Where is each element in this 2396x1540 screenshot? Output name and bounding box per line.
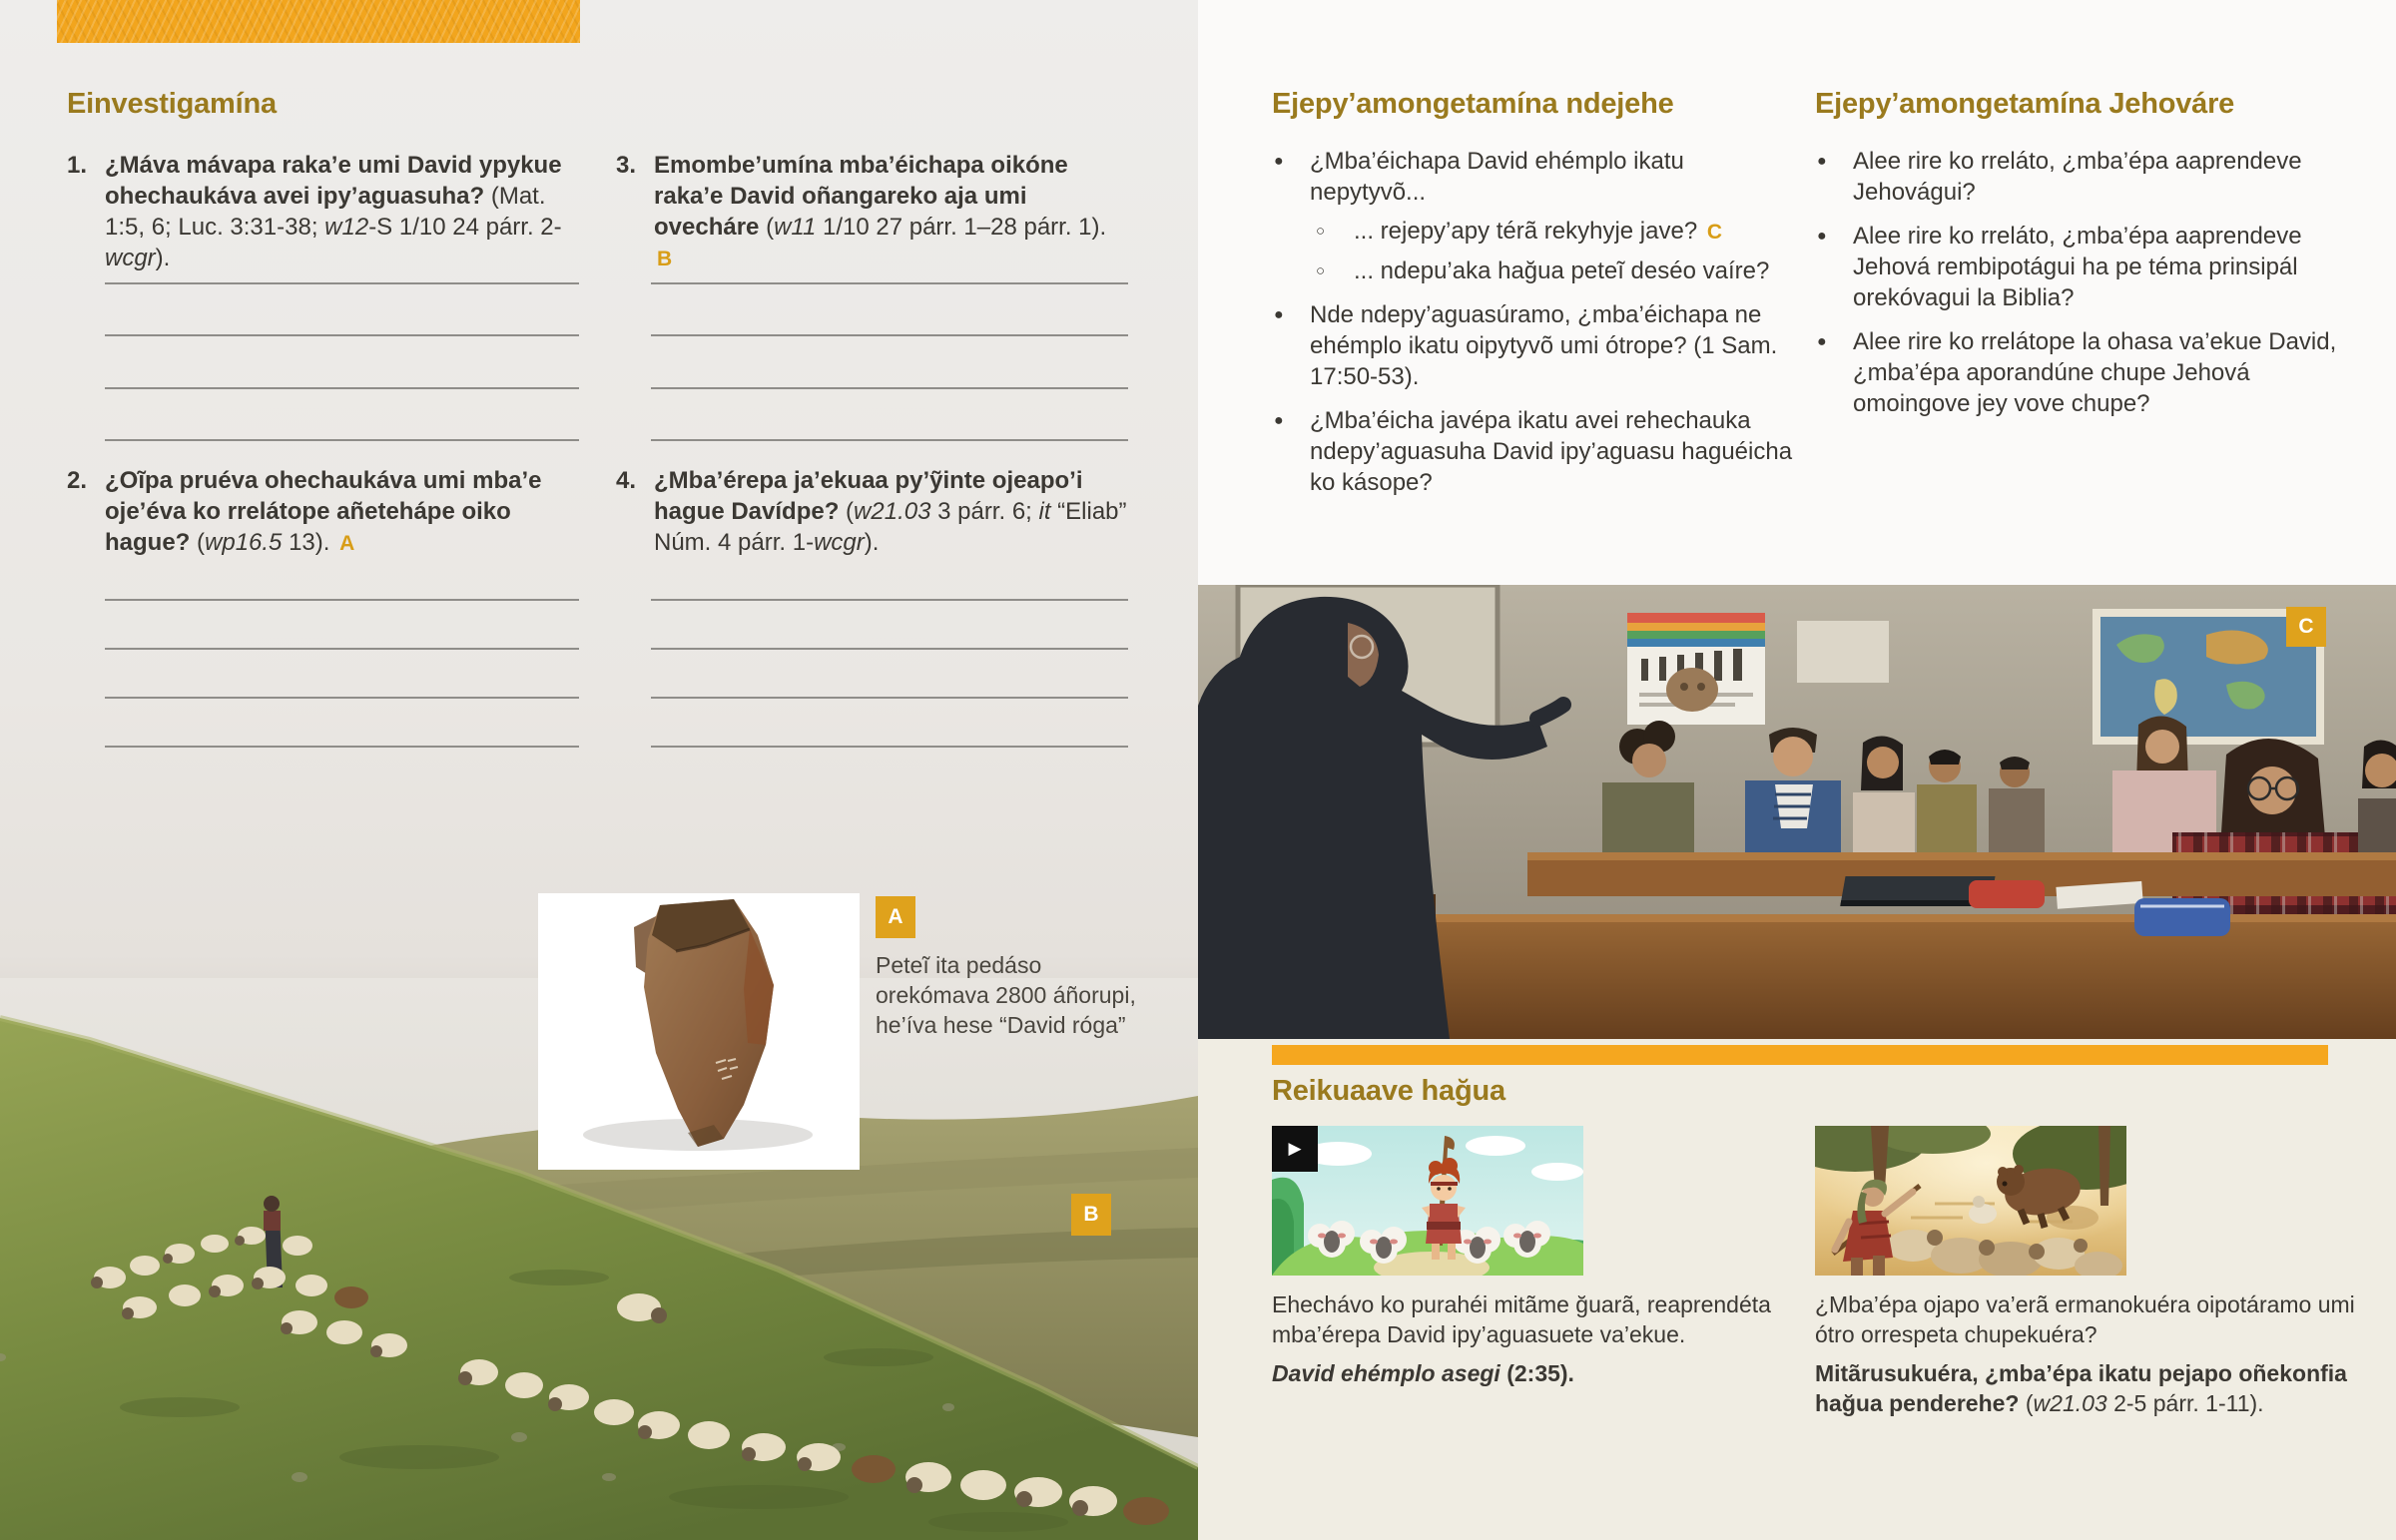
stone-caption: Peteĩ ita pedáso orekómava 2800 áñorupi, he’íva hese “David róga” [876, 952, 1136, 1038]
study-question-2 [67, 465, 581, 559]
bullet-icon: ● [1274, 412, 1284, 429]
figure-label-a: A [876, 896, 915, 938]
answer-line [651, 599, 1128, 601]
bullet-icon: ● [1274, 306, 1284, 323]
list-item [1310, 256, 1793, 286]
question-number: 4. [616, 467, 637, 494]
list-item [1272, 146, 1793, 286]
list-item [1815, 221, 2346, 313]
bullet-icon: ● [1274, 153, 1284, 170]
figure-label-b: B [1071, 1194, 1111, 1236]
figure-label-c: C [2286, 607, 2326, 647]
answer-lines-q3 [651, 282, 1128, 442]
sub-bullet-icon: ○ [1316, 262, 1326, 279]
answer-line [651, 282, 1128, 284]
bullet-icon: ● [1817, 333, 1827, 350]
sub-bullet-text: ... ndepu’aka hağua peteĩ deséo vaíre? [1354, 257, 1770, 284]
student-far-right [2358, 740, 2396, 858]
answer-line [105, 648, 579, 650]
classroom-illustration [1198, 585, 2396, 1039]
play-icon[interactable]: ▶ [1272, 1126, 1318, 1172]
sub-list [1310, 216, 1793, 286]
video-title: David ehémplo asegi (2:35). [1272, 1360, 1574, 1386]
video-thumbnail-bear[interactable] [1815, 1126, 2126, 1276]
answer-line [105, 599, 579, 601]
video-title: Mitãrusukuéra, ¿mba’épa ikatu pejapo oñekonfia hağua penderehe? (w21.03 2-5 párr. 1-11). [1815, 1360, 2347, 1416]
bullet-text: Alee rire ko rreláto, ¿mba’épa aaprendeve Jehovágui? [1853, 148, 2302, 206]
answer-lines-q2 [105, 599, 579, 749]
answer-line [651, 439, 1128, 441]
bullet-text: Alee rire ko rrelátope la ohasa va’ekue David, ¿mba’épa aporandúne chupe Jehová omoingove jey vove chupe? [1853, 328, 2337, 417]
bullet-text: ¿Mba’éichapa David ehémplo ikatu nepytyvõ... [1310, 148, 1684, 206]
question-text: ¿Máva mávapa raka’e umi David ypykue ohechaukáva avei ipy’aguasuha? (Mat. 1:5, 6; Luc. 3:31-38; w12-S 1/10 24 párr. 2-wcgr). [105, 152, 562, 271]
answer-line [651, 746, 1128, 748]
list-item [1272, 405, 1793, 498]
answer-line [105, 439, 579, 441]
learn-more-section [1198, 1039, 2396, 1540]
answer-line [651, 648, 1128, 650]
answer-line [651, 697, 1128, 699]
answer-line [105, 697, 579, 699]
answer-lines-q1 [105, 282, 579, 442]
question-text: ¿Mba’érepa ja’ekuaa py’ỹinte ojeapo’i hague Davídpe? (w21.03 3 párr. 6; it “Eliab” Núm. 4 párr. 1-wcgr). [654, 467, 1127, 556]
video-caption-2 [1815, 1289, 2370, 1427]
list-item [1815, 146, 2346, 208]
blue-pouch [2134, 898, 2230, 936]
video-description: ¿Mba’épa ojapo va’erã ermanokuéra oipotáramo umi ótro orrespeta chupekuéra? [1815, 1291, 2355, 1347]
classroom-photo [1198, 585, 2396, 1039]
section-title-reflect-self: Ejepy’amongetamína ndejehe [1272, 88, 1674, 120]
answer-line [105, 282, 579, 284]
answer-line [651, 387, 1128, 389]
answer-line [105, 387, 579, 389]
bullet-icon: ● [1817, 228, 1827, 245]
answer-lines-q4 [651, 599, 1128, 749]
sub-bullet-icon: ○ [1316, 223, 1326, 240]
question-text: ¿Oĩpa pruéva ohechaukáva umi mba’e oje’éva ko rrelátope añetehápe oiko hague? (wp16.5 13). A [105, 467, 542, 556]
list-item [1815, 326, 2346, 419]
pencil-case [1969, 880, 2045, 908]
study-question-4 [616, 465, 1130, 558]
question-number: 2. [67, 467, 88, 494]
question-number: 3. [616, 152, 637, 179]
answer-line [105, 334, 579, 336]
answer-line [105, 746, 579, 748]
list-item [1272, 299, 1793, 392]
question-number: 1. [67, 152, 88, 179]
study-question-3 [616, 150, 1130, 274]
section-title-learn-more: Reikuaave hağua [1272, 1075, 1505, 1107]
answer-line [651, 334, 1128, 336]
bullet-icon: ● [1817, 153, 1827, 170]
stone-fragment-figure [538, 893, 860, 1170]
reflect-self-list [1272, 146, 1793, 511]
right-page [1198, 0, 2396, 1540]
decorative-orange-band [57, 0, 580, 43]
stone-fragment-illustration [538, 893, 860, 1170]
held-skull [1666, 668, 1718, 712]
video-thumbnail-cartoon[interactable] [1272, 1126, 1583, 1276]
video-caption-1 [1272, 1289, 1811, 1397]
reflect-jehovah-list [1815, 146, 2346, 432]
sub-bullet-text: ... rejepy’apy térã rekyhyje jave? C [1354, 218, 1723, 245]
list-item [1310, 216, 1793, 248]
section-title-study: Einvestigamína [67, 88, 277, 120]
study-question-1 [67, 150, 581, 273]
orange-divider-bar [1272, 1045, 2328, 1065]
video-description: Ehechávo ko purahéi mitãme ğuarã, reaprendéta mba’érepa David ipy’aguasuete va’ekue. [1272, 1291, 1771, 1347]
david-bear-illustration [1815, 1126, 2126, 1276]
bullet-text: ¿Mba’éicha javépa ikatu avei rehechauka ndepy’aguasuha David ipy’aguasu haguéicha ko kásope? [1310, 407, 1793, 496]
question-text: Emombe’umína mba’éichapa oikóne raka’e David oñangareko aja umi ovecháre (w11 1/10 27 párr. 1–28 párr. 1). B [654, 152, 1107, 270]
cartoon-david-illustration [1272, 1126, 1583, 1276]
bullet-text: Nde ndepy’aguasúramo, ¿mba’éichapa ne ehémplo ikatu oipytyvõ umi ótrope? (1 Sam. 17:50-53). [1310, 301, 1778, 390]
bullet-text: Alee rire ko rreláto, ¿mba’épa aaprendeve Jehová rembipotágui ha pe téma prinsipál orekóvagui la Biblia? [1853, 223, 2302, 311]
section-title-reflect-jehovah: Ejepy’amongetamína Jehováre [1815, 88, 2235, 120]
